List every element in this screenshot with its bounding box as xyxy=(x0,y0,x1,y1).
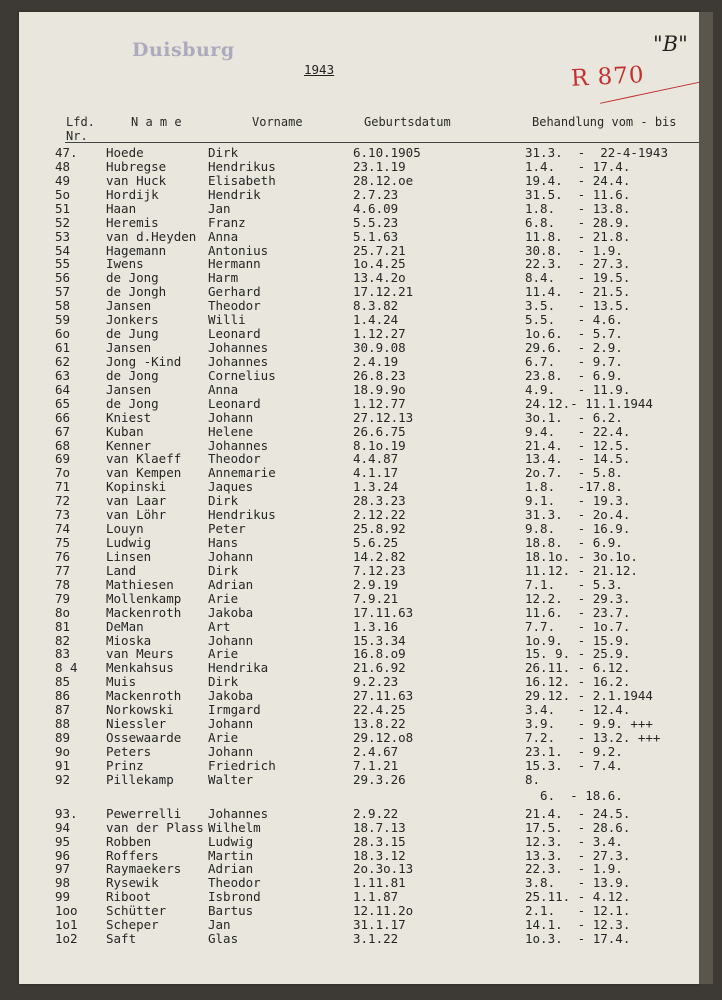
row-name: van Laar xyxy=(106,493,167,509)
row-name: Ossewaarde xyxy=(106,730,182,746)
row-geburtsdatum: 1.3.16 xyxy=(353,618,399,634)
row-vorname: Jaques xyxy=(208,479,254,495)
row-number: 9o xyxy=(55,743,71,759)
row-number: 6o xyxy=(55,326,71,342)
row-vorname: Arie xyxy=(208,646,239,662)
row-name: Muis xyxy=(106,674,137,690)
row-geburtsdatum: 17.11.63 xyxy=(353,604,414,620)
document-page xyxy=(19,12,699,984)
row-vorname: Arie xyxy=(208,730,239,746)
row-number: 72 xyxy=(55,493,71,509)
row-number: 75 xyxy=(55,535,71,551)
row-behandlung: 11.6. - 23.7. xyxy=(525,604,631,620)
row-name: Niessler xyxy=(106,716,167,732)
row-number: 55 xyxy=(55,256,71,272)
row-geburtsdatum: 8.1o.19 xyxy=(353,437,406,453)
row-geburtsdatum: 30.9.08 xyxy=(353,340,406,356)
row-vorname: Johann xyxy=(208,743,254,759)
row-behandlung: 3o.1. - 6.2. xyxy=(525,409,623,425)
header-name: N a m e xyxy=(131,115,182,129)
row-name: Saft xyxy=(106,931,137,947)
row-vorname: Cornelius xyxy=(208,367,276,383)
row-number: 88 xyxy=(55,716,71,732)
row-behandlung: 1.8. -17.8. xyxy=(525,479,623,495)
row-geburtsdatum: 5.5.23 xyxy=(353,214,399,230)
row-vorname: Art xyxy=(208,618,231,634)
row-geburtsdatum: 29.12.o8 xyxy=(353,730,414,746)
row-name: Mackenroth xyxy=(106,688,182,704)
row-geburtsdatum: 29.3.26 xyxy=(353,771,406,787)
row-number: 71 xyxy=(55,479,71,495)
row-number: 92 xyxy=(55,771,71,787)
row-name: Raymaekers xyxy=(106,861,182,877)
row-geburtsdatum: 2.7.23 xyxy=(353,186,399,202)
row-behandlung: 24.12.- 11.1.1944 xyxy=(525,395,653,411)
row-behandlung: 1o.6. - 5.7. xyxy=(525,326,623,342)
row-name: Kuban xyxy=(106,423,144,439)
row-vorname: Hendrik xyxy=(208,186,261,202)
header-lfd-nr: Lfd. xyxy=(66,115,95,129)
row-vorname: Anna xyxy=(208,381,239,397)
row-behandlung: 7.2. - 13.2. +++ xyxy=(525,730,661,746)
row-vorname: Johann xyxy=(208,548,254,564)
row-vorname: Peter xyxy=(208,521,246,537)
row-name: Ludwig xyxy=(106,535,152,551)
row-geburtsdatum: 4.6.09 xyxy=(353,200,399,216)
row-behandlung: 11.8. - 21.8. xyxy=(525,228,631,244)
row-vorname: Antonius xyxy=(208,242,269,258)
row-name: Norkowski xyxy=(106,702,174,718)
row-name: de Jong xyxy=(106,395,159,411)
row-geburtsdatum: 6.10.1905 xyxy=(353,145,421,160)
row-number: 98 xyxy=(55,875,71,891)
row-number: 66 xyxy=(55,409,71,425)
row-number: 96 xyxy=(55,847,71,863)
row-name: Mioska xyxy=(106,632,152,648)
row-behandlung: 22.3. - 1.9. xyxy=(525,861,623,877)
row-geburtsdatum: 18.7.13 xyxy=(353,819,406,835)
row-behandlung: 9.1. - 19.3. xyxy=(525,493,631,509)
document-year: 1943 xyxy=(304,62,335,77)
row-geburtsdatum: 1o.4.25 xyxy=(353,256,406,272)
row-behandlung: 13.3. - 27.3. xyxy=(525,847,631,863)
row-name: Mackenroth xyxy=(106,604,182,620)
row-behandlung: 1.4. - 17.4. xyxy=(525,158,631,174)
row-name: Louyn xyxy=(106,521,144,537)
row-name: Hordijk xyxy=(106,186,159,202)
row-vorname: Adrian xyxy=(208,861,254,877)
row-number: 48 xyxy=(55,158,71,174)
row-behandlung: 31.5. - 11.6. xyxy=(525,186,631,202)
row-behandlung: 11.4. - 21.5. xyxy=(525,284,631,300)
row-vorname: Theodor xyxy=(208,875,261,891)
header-geburtsdatum: Geburtsdatum xyxy=(364,115,451,129)
row-geburtsdatum: 16.8.o9 xyxy=(353,646,406,662)
row-geburtsdatum: 1.4.24 xyxy=(353,312,399,328)
row-name: Jansen xyxy=(106,298,152,314)
row-geburtsdatum: 1.12.77 xyxy=(353,395,406,411)
row-geburtsdatum: 17.12.21 xyxy=(353,284,414,300)
row-behandlung: 21.4. - 24.5. xyxy=(525,805,631,821)
row-geburtsdatum: 1.11.81 xyxy=(353,875,406,891)
row-geburtsdatum: 18.3.12 xyxy=(353,847,406,863)
row-number: 82 xyxy=(55,632,71,648)
row-name: Hubregse xyxy=(106,158,167,174)
row-number: 7o xyxy=(55,465,71,481)
row-geburtsdatum: 25.8.92 xyxy=(353,521,406,537)
row-number: 95 xyxy=(55,833,71,849)
row-behandlung: 22.3. - 27.3. xyxy=(525,256,631,272)
row-number: 73 xyxy=(55,507,71,523)
row-behandlung: 8. xyxy=(525,771,541,787)
row-number: 8 4 xyxy=(55,660,78,676)
row-behandlung: 15.3. - 7.4. xyxy=(525,757,623,773)
row-behandlung: 31.3. - 22-4-1943 xyxy=(525,145,668,160)
reference-number: R 870 xyxy=(570,62,646,92)
row-vorname: Leonard xyxy=(208,395,261,411)
row-behandlung: 30.8. - 1.9. xyxy=(525,242,623,258)
row-behandlung: 6. - 18.6. xyxy=(525,787,623,803)
row-number: 93. xyxy=(55,805,78,821)
row-vorname: Martin xyxy=(208,847,254,863)
row-behandlung: 3.9. - 9.9. +++ xyxy=(525,716,653,732)
row-number: 77 xyxy=(55,562,71,578)
row-name: Scheper xyxy=(106,917,159,933)
row-vorname: Dirk xyxy=(208,493,239,509)
row-vorname: Theodor xyxy=(208,451,261,467)
row-geburtsdatum: 2.9.19 xyxy=(353,576,399,592)
header-rule xyxy=(65,142,701,143)
row-behandlung: 29.6. - 2.9. xyxy=(525,340,623,356)
row-name: Jansen xyxy=(106,381,152,397)
row-geburtsdatum: 4.1.17 xyxy=(353,465,399,481)
row-number: 58 xyxy=(55,298,71,314)
row-behandlung: 12.2. - 29.3. xyxy=(525,590,631,606)
row-geburtsdatum: 23.1.19 xyxy=(353,158,406,174)
row-number: 65 xyxy=(55,395,71,411)
city-stamp: Duisburg xyxy=(132,39,235,61)
row-number: 47. xyxy=(55,145,78,160)
row-behandlung: 7.1. - 5.3. xyxy=(525,576,623,592)
row-vorname: Hermann xyxy=(208,256,261,272)
row-name: Kopinski xyxy=(106,479,167,495)
row-geburtsdatum: 28.12.oe xyxy=(353,172,414,188)
row-name: van Löhr xyxy=(106,507,167,523)
row-behandlung: 19.4. - 24.4. xyxy=(525,172,631,188)
row-behandlung: 18.8. - 6.9. xyxy=(525,535,623,551)
row-number: 79 xyxy=(55,590,71,606)
row-vorname: Johann xyxy=(208,716,254,732)
row-geburtsdatum: 15.3.34 xyxy=(353,632,406,648)
header-vorname: Vorname xyxy=(252,115,303,129)
row-geburtsdatum: 28.3.15 xyxy=(353,833,406,849)
row-geburtsdatum: 26.8.23 xyxy=(353,367,406,383)
row-geburtsdatum: 7.9.21 xyxy=(353,590,399,606)
row-name: Kenner xyxy=(106,437,152,453)
row-vorname: Johannes xyxy=(208,437,269,453)
row-vorname: Ludwig xyxy=(208,833,254,849)
row-number: 91 xyxy=(55,757,71,773)
row-geburtsdatum: 12.11.2o xyxy=(353,903,414,919)
row-number: 67 xyxy=(55,423,71,439)
row-number: 8o xyxy=(55,604,71,620)
row-number: 63 xyxy=(55,367,71,383)
row-geburtsdatum: 1.12.27 xyxy=(353,326,406,342)
row-vorname: Johann xyxy=(208,409,254,425)
row-number: 64 xyxy=(55,381,71,397)
row-name: Menkahsus xyxy=(106,660,174,676)
row-geburtsdatum: 2.4.67 xyxy=(353,743,399,759)
row-vorname: Hendrikus xyxy=(208,507,276,523)
row-vorname: Friedrich xyxy=(208,757,276,773)
row-vorname: Wilhelm xyxy=(208,819,261,835)
row-geburtsdatum: 22.4.25 xyxy=(353,702,406,718)
row-behandlung: 23.1. - 9.2. xyxy=(525,743,623,759)
reference-mark: "B" xyxy=(653,32,688,56)
row-behandlung: 15. 9. - 25.9. xyxy=(525,646,631,662)
row-geburtsdatum: 18.9.9o xyxy=(353,381,406,397)
row-number: 74 xyxy=(55,521,71,537)
row-name: van Kempen xyxy=(106,465,182,481)
row-vorname: Johannes xyxy=(208,353,269,369)
row-number: 86 xyxy=(55,688,71,704)
row-behandlung: 11.12. - 21.12. xyxy=(525,562,638,578)
row-behandlung: 12.3. - 3.4. xyxy=(525,833,623,849)
row-name: Pewerrelli xyxy=(106,805,182,821)
row-number: 97 xyxy=(55,861,71,877)
row-geburtsdatum: 7.12.23 xyxy=(353,562,406,578)
row-number: 54 xyxy=(55,242,71,258)
row-number: 85 xyxy=(55,674,71,690)
row-geburtsdatum: 5.1.63 xyxy=(353,228,399,244)
row-number: 61 xyxy=(55,340,71,356)
row-number: 52 xyxy=(55,214,71,230)
row-vorname: Willi xyxy=(208,312,246,328)
row-vorname: Dirk xyxy=(208,562,239,578)
row-name: Hoede xyxy=(106,145,144,160)
row-vorname: Hendrikus xyxy=(208,158,276,174)
row-name: Kniest xyxy=(106,409,152,425)
row-behandlung: 7.7. - 1o.7. xyxy=(525,618,631,634)
row-vorname: Dirk xyxy=(208,674,239,690)
row-name: van Huck xyxy=(106,172,167,188)
row-name: Haan xyxy=(106,200,137,216)
row-behandlung: 8.4. - 19.5. xyxy=(525,270,631,286)
row-behandlung: 3.5. - 13.5. xyxy=(525,298,631,314)
row-vorname: Johannes xyxy=(208,805,269,821)
row-number: 56 xyxy=(55,270,71,286)
row-name: Rysewik xyxy=(106,875,159,891)
row-geburtsdatum: 13.4.2o xyxy=(353,270,406,286)
row-number: 1oo xyxy=(55,903,78,919)
row-vorname: Jakoba xyxy=(208,604,254,620)
row-name: de Jong xyxy=(106,270,159,286)
row-vorname: Dirk xyxy=(208,145,239,160)
row-behandlung: 2o.7. - 5.8. xyxy=(525,465,623,481)
row-vorname: Elisabeth xyxy=(208,172,276,188)
row-name: van Meurs xyxy=(106,646,174,662)
row-geburtsdatum: 13.8.22 xyxy=(353,716,406,732)
row-number: 94 xyxy=(55,819,71,835)
row-geburtsdatum: 1.3.24 xyxy=(353,479,399,495)
row-vorname: Glas xyxy=(208,931,239,947)
row-name: Peters xyxy=(106,743,152,759)
row-geburtsdatum: 27.12.13 xyxy=(353,409,414,425)
row-geburtsdatum: 28.3.23 xyxy=(353,493,406,509)
row-name: Jonkers xyxy=(106,312,159,328)
row-geburtsdatum: 3.1.22 xyxy=(353,931,399,947)
row-name: Pillekamp xyxy=(106,771,174,787)
row-behandlung: 14.1. - 12.3. xyxy=(525,917,631,933)
row-name: Mollenkamp xyxy=(106,590,182,606)
row-number: 51 xyxy=(55,200,71,216)
row-behandlung: 6.8. - 28.9. xyxy=(525,214,631,230)
row-vorname: Annemarie xyxy=(208,465,276,481)
row-name: Riboot xyxy=(106,889,152,905)
row-vorname: Gerhard xyxy=(208,284,261,300)
row-behandlung: 26.11. - 6.12. xyxy=(525,660,631,676)
row-geburtsdatum: 8.3.82 xyxy=(353,298,399,314)
row-geburtsdatum: 27.11.63 xyxy=(353,688,414,704)
row-behandlung: 17.5. - 28.6. xyxy=(525,819,631,835)
row-geburtsdatum: 21.6.92 xyxy=(353,660,406,676)
row-behandlung: 1o.3. - 17.4. xyxy=(525,931,631,947)
row-name: van Klaeff xyxy=(106,451,182,467)
row-name: Heremis xyxy=(106,214,159,230)
row-behandlung: 3.8. - 13.9. xyxy=(525,875,631,891)
row-name: de Jung xyxy=(106,326,159,342)
row-geburtsdatum: 14.2.82 xyxy=(353,548,406,564)
row-name: Roffers xyxy=(106,847,159,863)
row-geburtsdatum: 2.9.22 xyxy=(353,805,399,821)
row-geburtsdatum: 1.1.87 xyxy=(353,889,399,905)
row-number: 1o2 xyxy=(55,931,78,947)
row-number: 69 xyxy=(55,451,71,467)
row-number: 1o1 xyxy=(55,917,78,933)
row-geburtsdatum: 9.2.23 xyxy=(353,674,399,690)
row-name: Schütter xyxy=(106,903,167,919)
row-geburtsdatum: 25.7.21 xyxy=(353,242,406,258)
row-name: de Jong xyxy=(106,367,159,383)
row-number: 59 xyxy=(55,312,71,328)
row-number: 83 xyxy=(55,646,71,662)
row-number: 87 xyxy=(55,702,71,718)
row-number: 57 xyxy=(55,284,71,300)
row-vorname: Adrian xyxy=(208,576,254,592)
row-vorname: Theodor xyxy=(208,298,261,314)
row-behandlung: 18.1o. - 3o.1o. xyxy=(525,548,638,564)
row-vorname: Jan xyxy=(208,917,231,933)
row-number: 49 xyxy=(55,172,71,188)
row-number: 5o xyxy=(55,186,71,202)
row-vorname: Irmgard xyxy=(208,702,261,718)
row-vorname: Jan xyxy=(208,200,231,216)
row-name: Land xyxy=(106,562,137,578)
row-number: 99 xyxy=(55,889,71,905)
row-behandlung: 21.4. - 12.5. xyxy=(525,437,631,453)
row-behandlung: 5.5. - 4.6. xyxy=(525,312,623,328)
row-behandlung: 9.8. - 16.9. xyxy=(525,521,631,537)
row-vorname: Johann xyxy=(208,632,254,648)
row-behandlung: 6.7. - 9.7. xyxy=(525,353,623,369)
row-name: Prinz xyxy=(106,757,144,773)
row-geburtsdatum: 5.6.25 xyxy=(353,535,399,551)
row-vorname: Leonard xyxy=(208,326,261,342)
row-name: Linsen xyxy=(106,548,152,564)
row-behandlung: 31.3. - 2o.4. xyxy=(525,507,631,523)
row-geburtsdatum: 2o.3o.13 xyxy=(353,861,414,877)
row-number: 76 xyxy=(55,548,71,564)
row-geburtsdatum: 26.6.75 xyxy=(353,423,406,439)
row-vorname: Isbrond xyxy=(208,889,261,905)
row-name: Hagemann xyxy=(106,242,167,258)
header-nr: Nr. xyxy=(66,129,88,143)
row-number: 81 xyxy=(55,618,71,634)
row-geburtsdatum: 2.12.22 xyxy=(353,507,406,523)
row-vorname: Arie xyxy=(208,590,239,606)
row-name: Mathiesen xyxy=(106,576,174,592)
row-behandlung: 1.8. - 13.8. xyxy=(525,200,631,216)
row-behandlung: 13.4. - 14.5. xyxy=(525,451,631,467)
row-geburtsdatum: 4.4.87 xyxy=(353,451,399,467)
row-behandlung: 29.12. - 2.1.1944 xyxy=(525,688,653,704)
row-number: 78 xyxy=(55,576,71,592)
row-vorname: Bartus xyxy=(208,903,254,919)
row-vorname: Helene xyxy=(208,423,254,439)
row-geburtsdatum: 2.4.19 xyxy=(353,353,399,369)
row-number: 68 xyxy=(55,437,71,453)
row-vorname: Johannes xyxy=(208,340,269,356)
row-vorname: Franz xyxy=(208,214,246,230)
row-name: van d.Heyden xyxy=(106,228,197,244)
row-behandlung: 16.12. - 16.2. xyxy=(525,674,631,690)
row-vorname: Hendrika xyxy=(208,660,269,676)
row-number: 53 xyxy=(55,228,71,244)
row-behandlung: 4.9. - 11.9. xyxy=(525,381,631,397)
row-behandlung: 2.1. - 12.1. xyxy=(525,903,631,919)
row-vorname: Harm xyxy=(208,270,239,286)
row-number: 62 xyxy=(55,353,71,369)
row-behandlung: 3.4. - 12.4. xyxy=(525,702,631,718)
row-name: Jansen xyxy=(106,340,152,356)
row-name: van der Plass xyxy=(106,819,204,835)
header-behandlung: Behandlung vom - bis xyxy=(532,115,677,129)
row-vorname: Jakoba xyxy=(208,688,254,704)
row-behandlung: 25.11. - 4.12. xyxy=(525,889,631,905)
row-name: Robben xyxy=(106,833,152,849)
row-name: DeMan xyxy=(106,618,144,634)
row-vorname: Hans xyxy=(208,535,239,551)
row-name: de Jongh xyxy=(106,284,167,300)
row-vorname: Anna xyxy=(208,228,239,244)
row-name: Jong -Kind xyxy=(106,353,182,369)
row-name: Iwens xyxy=(106,256,144,272)
row-number: 89 xyxy=(55,730,71,746)
row-geburtsdatum: 31.1.17 xyxy=(353,917,406,933)
row-geburtsdatum: 7.1.21 xyxy=(353,757,399,773)
row-vorname: Walter xyxy=(208,771,254,787)
row-behandlung: 1o.9. - 15.9. xyxy=(525,632,631,648)
row-behandlung: 23.8. - 6.9. xyxy=(525,367,623,383)
row-behandlung: 9.4. - 22.4. xyxy=(525,423,631,439)
